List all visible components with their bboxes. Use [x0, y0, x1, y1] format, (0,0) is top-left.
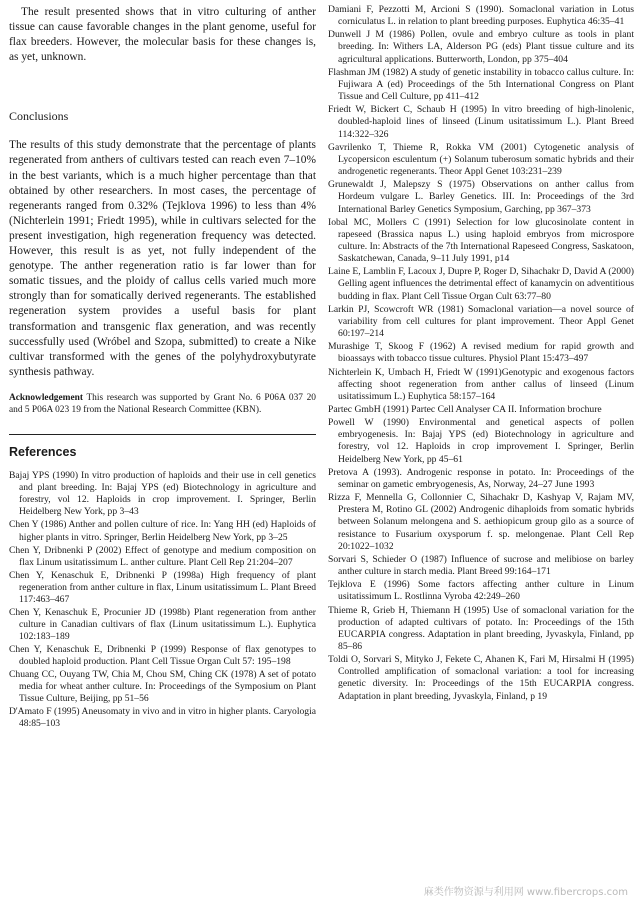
- reference-item: D'Amato F (1995) Aneusomaty in vivo and in vitro in higher plants. Caryologia 48:85–103: [9, 706, 316, 730]
- reference-item: Powell W (1990) Environmental and genetical aspects of pollen embryogenesis. In: Bajaj YPS (ed) Biotechnology in agriculture and forestry, vol 12. Haploids in crop improvement I. Springer, Berlin Heidelberg New York, pp 45–61: [328, 417, 634, 465]
- reference-item: Sorvari S, Schieder O (1987) Influence of sucrose and melibiose on barley anther culture in starch media. Plant Breed 99:164–171: [328, 553, 634, 578]
- reference-item: Chen Y, Kenaschuk E, Dribnenki P (1999) Response of flax genotypes to doubled haploid production. Plant Cell Tissue Organ Cult 57: 195–198: [9, 643, 316, 667]
- right-reference-list: [328, 4, 634, 703]
- reference-item: Toldi O, Sorvari S, Mityko J, Fekete C, Ahanen K, Fari M, Hirsalmi H (1995) Controlled amplification of somaclonal variation: a tool for increasing genetic diversity. In: Proceedings of the 15th EUCARPIA congress. Adaptation in plant breeding, Jyvaskyla, Finland, p 19: [328, 654, 634, 702]
- left-column: [9, 0, 316, 731]
- reference-item: Friedt W, Bickert C, Schaub H (1995) In vitro breeding of high-linolenic, doubled-haploid lines of linseed (Linum usitatissimum L.). Plant Breed 114:322–326: [328, 104, 634, 140]
- reference-item: Rizza F, Mennella G, Collonnier C, Sihachakr D, Kashyap V, Rajam MV, Prestera M, Rotino GL (2002) Androgenic dihaploids from somatic hybrids between Solanum melongena and S. aethiopicum group gilo as a source of resistance to Fusarium oxysporum f. sp. melongenae. Plant Cell Rep 20:1022–1032: [328, 492, 634, 552]
- reference-item: Chuang CC, Ouyang TW, Chia M, Chou SM, Ching CK (1978) A set of potato media for wheat anther culture. In: Proceedings of the Symposium on Plant Tissue Culture, Beijing, pp 51–56: [9, 669, 316, 705]
- reference-item: Damiani F, Pezzotti M, Arcioni S (1990). Somaclonal variation in Lotus corniculatus L. in relation to plant breeding purposes. Euphytica 46:35–41: [328, 4, 634, 28]
- reference-item: Grunewaldt J, Malepszy S (1975) Observations on anther callus from Hordeum vulgare L. Barley Genetics. III. In: Proceedings of the 3rd International Barley Genetics Symposium, Garching, pp 367–373: [328, 179, 634, 215]
- reference-item: Chen Y, Dribnenki P (2002) Effect of genotype and medium composition on flax Linum usitatissimum L. anther culture. Plant Cell Rep 21:204–207: [9, 544, 316, 568]
- reference-item: Chen Y, Kenaschuk E, Dribnenki P (1998a) High frequency of plant regeneration from anther culture in flax, Linum usitatissimum L. Plant Breed 117:463–467: [9, 569, 316, 605]
- reference-item: Nichterlein K, Umbach H, Friedt W (1991)Genotypic and exogenous factors affecting shoot regeneration from anther callus of linseed (Linum usitatissimum L.) Euphytica 58:157–164: [328, 366, 634, 402]
- references-heading: References: [9, 445, 77, 460]
- reference-item: Gavrilenko T, Thieme R, Rokka VM (2001) Cytogenetic analysis of Lycopersicon esculentum (+) Solanum tuberosum somatic hybrids and their androgenetic regenerants. Theor Appl Genet 103:231–239: [328, 141, 634, 178]
- conclusions-heading: Conclusions: [9, 109, 69, 124]
- reference-item: Laine E, Lamblin F, Lacoux J, Dupre P, Roger D, Sihachakr D, David A (2000) Gelling agent influences the detrimental effect of kanamycin on adventitious budding in flax. Plant Cell Tissue Organ Cult 63:77–80: [328, 266, 634, 302]
- right-column: [328, 4, 634, 704]
- reference-item: Iobal MC, Mollers C (1991) Selection for low glucosinolate content in rapeseed (Brassica napus L.) using haploid embryos from microspore culture. In: Abstracts of the 7th International Rapeseed Congress, Saskatoon, Saskatchewan, Canada, 9–11 July 1991, p14: [328, 216, 634, 265]
- reference-item: Flashman JM (1982) A study of genetic instability in tobacco callus culture. In: Fujiwara A (ed) Proceedings of the 5th International Congress on Plant Tissue and Cell Culture, pp 411–412: [328, 66, 634, 103]
- acknowledgement: [9, 392, 316, 416]
- reference-item: Partec GmbH (1991) Partec Cell Analyser CA II. Information brochure: [328, 404, 602, 415]
- reference-item: Chen Y, Kenaschuk E, Procunier JD (1998b) Plant regeneration from anther culture in Canadian cultivars of flax (Linum usitatissimum L.). Euphytica 102:183–189: [9, 606, 316, 642]
- conclusions-paragraph: The results of this study demonstrate that the percentage of plants regenerated from anthers of cultivars tested can reach even 7–10% in the best variants, which is a much higher percentage than that obtained by other researchers. In most cases, the percentage of regenerants ranged from 0.32% (Tejklova 1996) to less than 4% (Nichterlein 1991; Friedt 1995), while in cultivars selected for the present investigation, high regeneration frequency was detected. However, this result is as yet, not fully independent of the genotype. The anther regeneration ratio is far lower than for somatic tissues, and the ploidy of callus cells varied much more strongly than for somatically derived regenerants. The established regeneration system provides a useful basis for plant transformation and transgenic flax generation, and was recently successfully used (Wróbel and Szopa, submitted) to create a Nike cultivar transformed with the genes of the polyhydroxybutyrate synthesis pathway.: [9, 139, 316, 378]
- reference-item: Larkin PJ, Scowcroft WR (1981) Somaclonal variation—a novel source of variability from cell cultures for plant improvement. Theor Appl Genet 60:197–214: [328, 303, 634, 340]
- references-rule: [9, 434, 316, 435]
- reference-item: Murashige T, Skoog F (1962) A revised medium for rapid growth and bioassays with tobacco tissue cultures. Physiol Plant 15:473–497: [328, 341, 634, 365]
- reference-item: Thieme R, Grieb H, Thiemann H (1995) Use of somaclonal variation for the production of adapted cultivars of potato. In: Proceedings of the 15th EUCARPIA congress. Adaptation in plant breeding, Jyvaskyla, Finland, pp 85–86: [328, 604, 634, 652]
- reference-item: Pretova A (1993). Androgenic response in potato. In: Proceedings of the seminar on gametic embryogenesis, As, Norway, 24–27 June 1993: [328, 466, 634, 490]
- reference-item: Dunwell J M (1986) Pollen, ovule and embryo culture as tools in plant breeding. In: Withers LA, Alderson PG (eds) Plant tissue culture and its agricultural applications. Butterworth, London, pp 375–404: [328, 29, 634, 65]
- left-reference-list: [9, 470, 316, 730]
- intro-paragraph: The result presented shows that in vitro culturing of anther tissue can cause favorable changes in the plant genome, useful for flax breeders. However, the molecular basis for these changes is, as yet, unknown.: [9, 6, 316, 64]
- acknowledgement-label: Acknowledgement: [9, 392, 83, 403]
- acknowledgement-text: This research was supported by Grant No. 6 P06A 037 20 and 5 P06A 023 19 from the National Research Committee (KBN).: [9, 392, 316, 416]
- watermark: 麻类作物资源与利用网 www.fibercrops.com: [423, 887, 628, 898]
- reference-item: Chen Y (1986) Anther and pollen culture of rice. In: Yang HH (ed) Haploids of higher plants in vitro. Springer, Berlin Heidelberg New York, pp 3–25: [9, 519, 316, 543]
- reference-item: Bajaj YPS (1990) In vitro production of haploids and their use in cell genetics and plant breeding. In: Bajaj YPS (ed) Biotechnology in agriculture and forestry, vol 12. Haploids in crop improvement. I. Springer, Berlin Heidelberg New York, pp 3–43: [9, 470, 316, 518]
- reference-item: Tejklova E (1996) Some factors affecting anther culture in Linum usitatissimum L. Rostlinna Vyroba 42:249–260: [328, 579, 634, 603]
